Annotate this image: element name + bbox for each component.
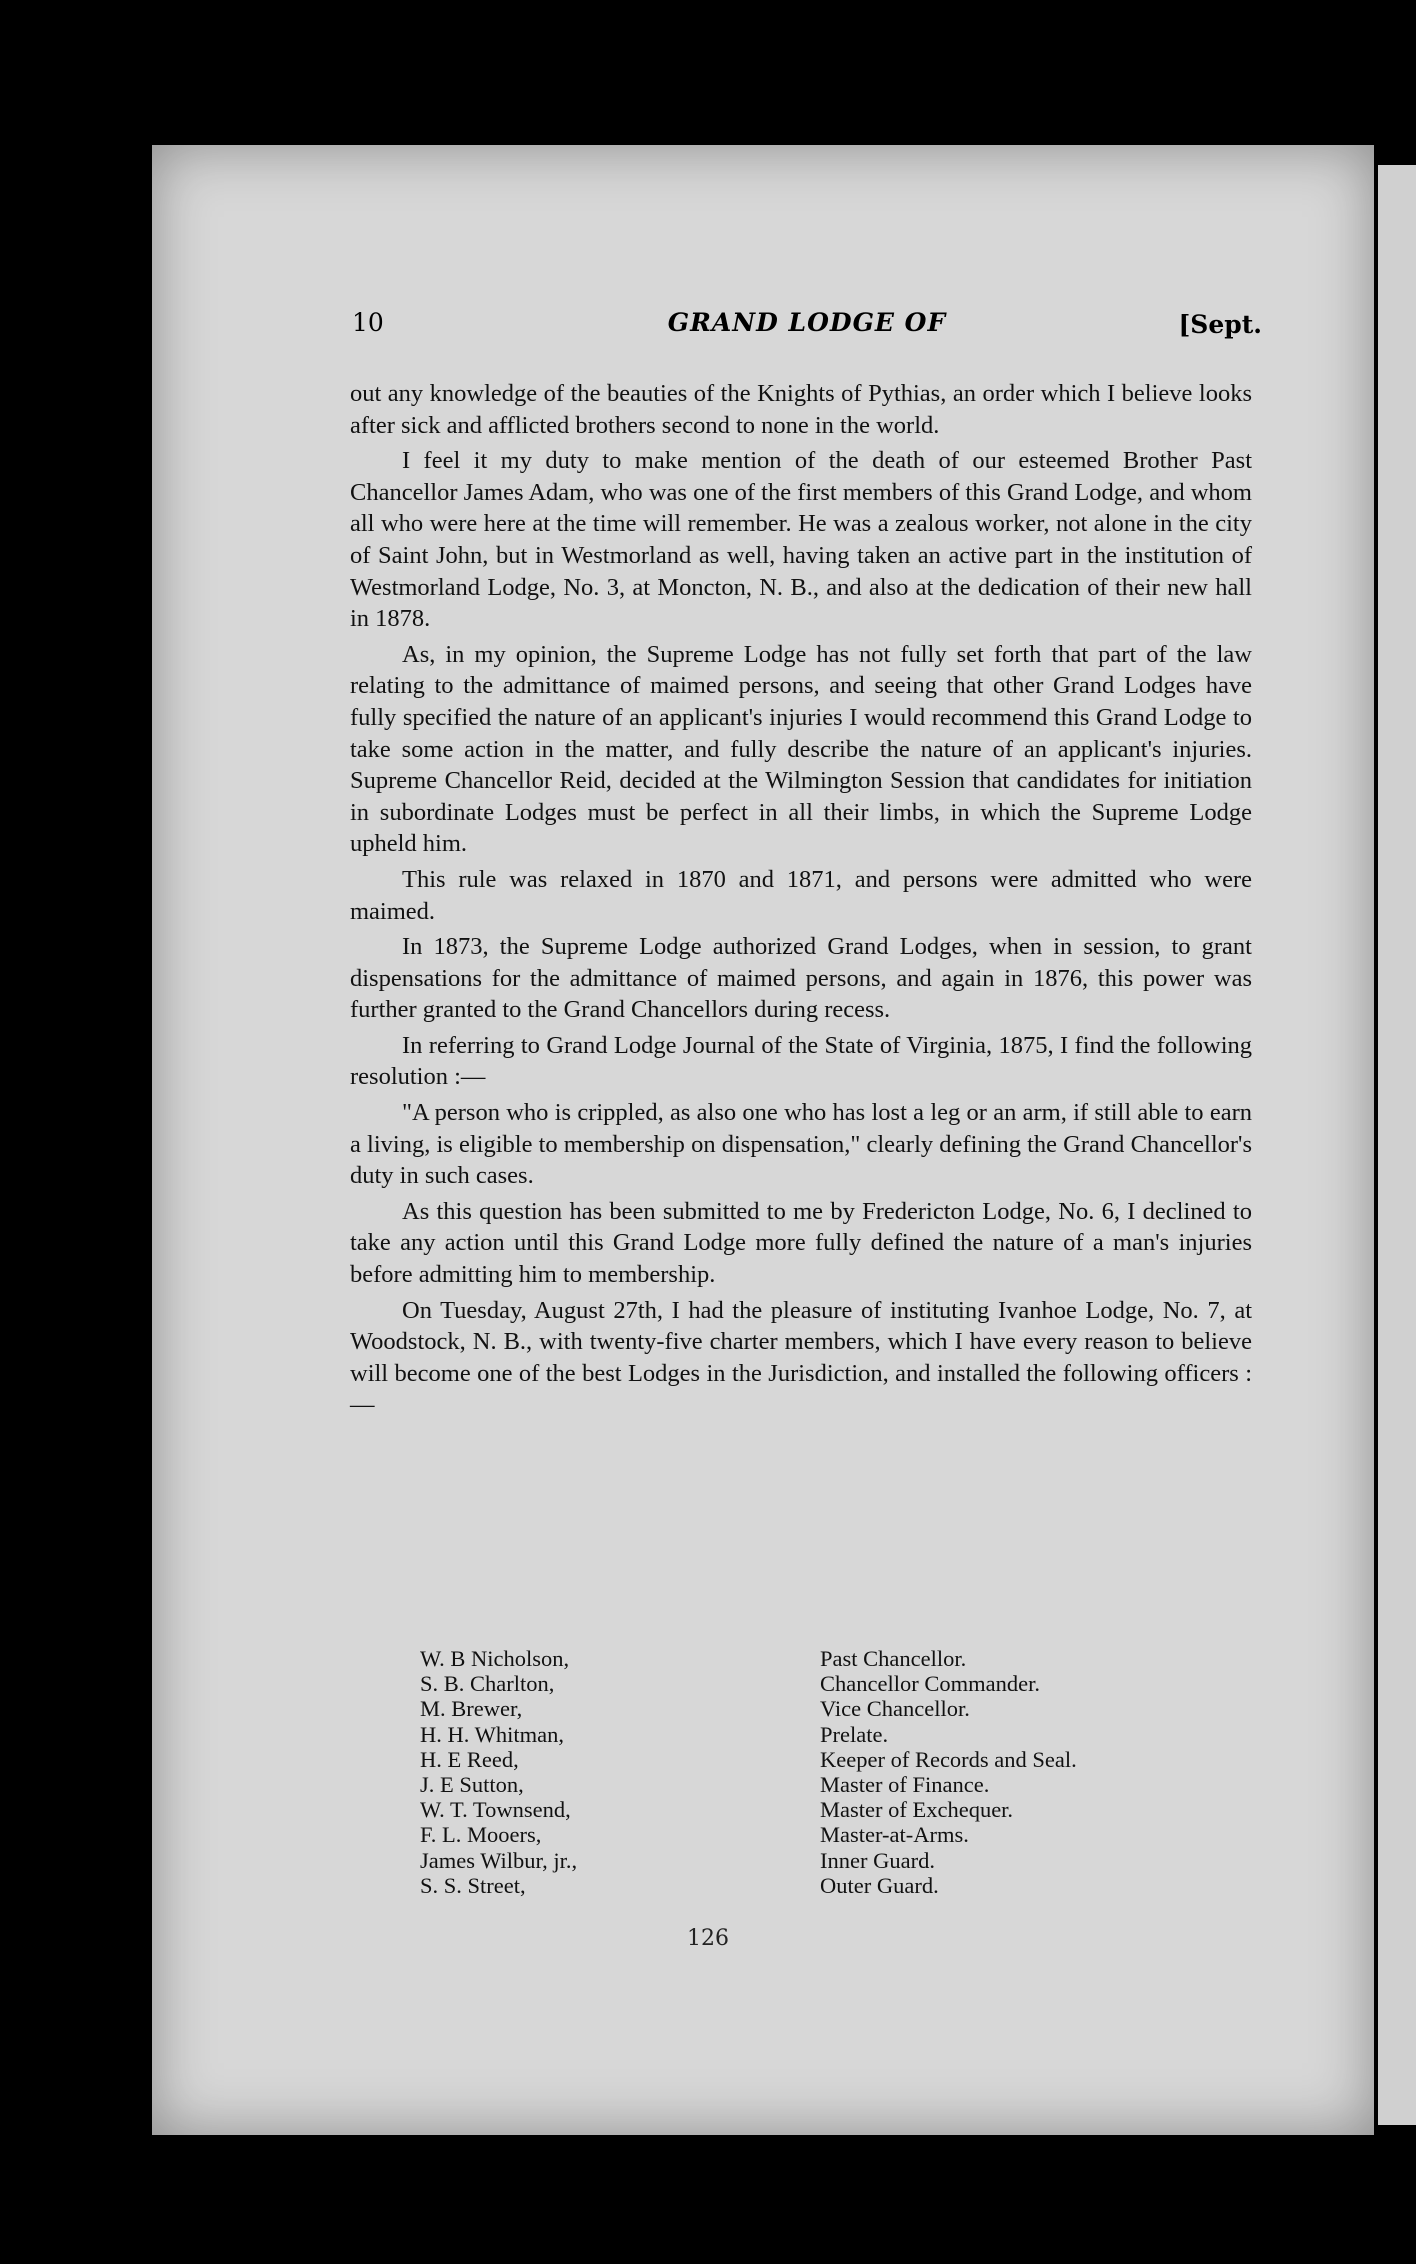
paragraph-1873: In 1873, the Supreme Lodge authorized Grand Lodges, when in session, to grant dispensations for the admittance of maimed persons, and again in 1876, this power was further granted to the Grand Chancellors during recess.	[350, 933, 1252, 1024]
officer-office: Inner Guard.	[820, 1847, 935, 1873]
paragraph-rule-relaxed: This rule was relaxed in 1870 and 1871, and persons were admitted who were maimed.	[350, 865, 1252, 925]
officer-row	[420, 1873, 1240, 1898]
header-month: [Sept.	[1178, 310, 1262, 339]
officer-office: Outer Guard.	[820, 1872, 939, 1898]
paragraph-fredericton: As this question has been submitted to me by Fredericton Lodge, No. 6, I declined to take any action until this Grand Lodge more fully defined the nature of a man's injuries before admitting him to membership.	[350, 1197, 1252, 1289]
sheet-number: 126	[687, 1926, 729, 1951]
body-text	[350, 378, 1252, 1425]
facing-page-edge	[1378, 165, 1416, 2125]
officer-row	[420, 1671, 1240, 1696]
officer-name: M. Brewer,	[420, 1696, 523, 1722]
paragraph-james-adam: I feel it my duty to make mention of the death of our esteemed Brother Past Chancellor James Adam, who was one of the first members of this Grand Lodge, and whom all who were here at the time will remember. He was a zealous worker, not alone in the city of Saint John, but in Westmorland as well, having taken an active part in the institution of Westmorland Lodge, No. 3, at Moncton, N. B., and also at the dedication of their new hall in 1878.	[350, 447, 1252, 633]
officer-row	[420, 1646, 1240, 1671]
officer-row	[420, 1747, 1240, 1772]
page-number: 10	[352, 308, 384, 337]
officer-office: Prelate.	[820, 1721, 889, 1747]
officer-row	[420, 1722, 1240, 1747]
officer-office: Past Chancellor.	[820, 1646, 967, 1671]
running-title: GRAND LODGE OF	[667, 308, 947, 337]
officer-name: W. B Nicholson,	[420, 1646, 570, 1671]
paragraph-maimed-persons: As, in my opinion, the Supreme Lodge has not fully set forth that part of the law relating to the admittance of maimed persons, and seeing that other Grand Lodges have fully specified the nature of an applicant's injuries I would recommend this Grand Lodge to take some action in the matter, and fully describe the nature of an applicant's injuries. Supreme Chancellor Reid, decided at the Wilmington Session that candidates for initiation in subordinate Lodges must be perfect in all their limbs, in which the Supreme Lodge upheld him.	[350, 640, 1252, 858]
officer-name: F. L. Mooers,	[420, 1822, 542, 1848]
officer-row	[420, 1822, 1240, 1847]
officer-office: Master of Exchequer.	[820, 1797, 1014, 1823]
officers-list	[420, 1646, 1240, 1898]
officer-row	[420, 1797, 1240, 1822]
officer-office: Vice Chancellor.	[820, 1696, 970, 1722]
officer-office: Master of Finance.	[820, 1772, 990, 1798]
officer-name: James Wilbur, jr.,	[420, 1847, 578, 1873]
paragraph-virginia: In referring to Grand Lodge Journal of the State of Virginia, 1875, I find the following resolution :—	[350, 1031, 1252, 1091]
paragraph-continuation: out any knowledge of the beauties of the Knights of Pythias, an order which I believe looks after sick and afflicted brothers second to none in the world.	[350, 380, 1252, 439]
officer-office: Keeper of Records and Seal.	[820, 1746, 1077, 1772]
officer-name: S. B. Charlton,	[420, 1671, 555, 1697]
officer-name: J. E Sutton,	[420, 1772, 524, 1798]
paragraph-resolution-quote: "A person who is crippled, as also one who has lost a leg or an arm, if still able to earn a living, is eligible to membership on dispensation," clearly defining the Grand Chancellor's duty in such cases.	[350, 1099, 1252, 1190]
officer-name: S. S. Street,	[420, 1872, 526, 1898]
officer-row	[420, 1848, 1240, 1873]
officer-office: Master-at-Arms.	[820, 1822, 969, 1848]
officer-row	[420, 1696, 1240, 1721]
officer-name: W. T. Townsend,	[420, 1797, 571, 1823]
officer-name: H. E Reed,	[420, 1746, 519, 1772]
officer-name: H. H. Whitman,	[420, 1721, 564, 1747]
paragraph-ivanhoe: On Tuesday, August 27th, I had the pleasure of instituting Ivanhoe Lodge, No. 7, at Woodstock, N. B., with twenty-five charter members, which I have every reason to believe will become one of the best Lodges in the Jurisdiction, and installed the following officers :—	[350, 1296, 1252, 1419]
officer-office: Chancellor Commander.	[820, 1671, 1040, 1697]
running-header	[352, 308, 1262, 352]
officer-row	[420, 1772, 1240, 1797]
